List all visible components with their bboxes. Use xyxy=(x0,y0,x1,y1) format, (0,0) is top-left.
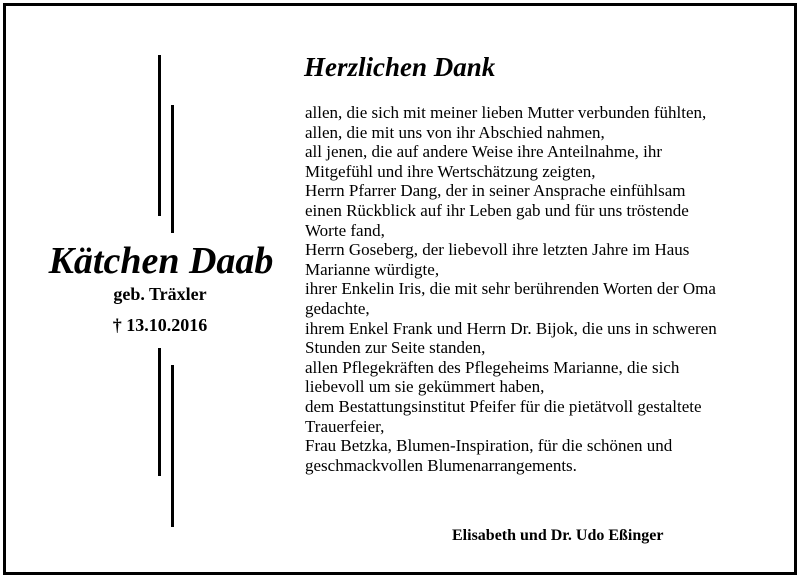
text-line: Frau Betzka, Blumen-Inspiration, für die schönen und xyxy=(305,436,673,456)
thanks-text xyxy=(305,103,785,475)
text-line: Herrn Goseberg, der liebevoll ihre letzten Jahre im Haus xyxy=(305,240,690,260)
text-line: Worte fand, xyxy=(305,220,385,240)
text-line: Mitgefühl und ihre Wertschätzung zeigten, xyxy=(305,161,596,181)
decorative-line-top-left xyxy=(158,55,161,216)
text-line: allen, die sich mit meiner lieben Mutter verbunden fühlten, xyxy=(305,103,707,122)
text-line: allen Pflegekräften des Pflegeheims Marianne, die sich xyxy=(305,357,680,377)
text-line: ihrer Enkelin Iris, die mit sehr berührenden Worten der Oma xyxy=(305,279,716,299)
decorative-line-bottom-right xyxy=(171,365,174,527)
text-line: Marianne würdigte, xyxy=(305,259,440,279)
text-line: liebevoll um sie gekümmert haben, xyxy=(305,377,545,397)
decorative-line-top-right xyxy=(171,105,174,233)
text-line: Herrn Pfarrer Dang, der in seiner Ansprache einfühlsam xyxy=(305,181,686,201)
death-date: † 13.10.2016 xyxy=(112,315,208,335)
text-line: Trauerfeier, xyxy=(305,416,385,436)
thanks-heading: Herzlichen Dank xyxy=(304,52,496,82)
text-line: ihrem Enkel Frank und Herrn Dr. Bijok, die uns in schweren xyxy=(305,318,717,338)
deceased-name: Kätchen Daab xyxy=(48,240,274,282)
text-line: geschmackvollen Blumenarrangements. xyxy=(305,455,577,475)
text-line: all jenen, die auf andere Weise ihre Anteilnahme, ihr xyxy=(305,142,663,162)
text-line: Stunden zur Seite standen, xyxy=(305,338,486,358)
text-line: gedachte, xyxy=(305,298,370,318)
decorative-line-bottom-left xyxy=(158,348,161,476)
signature: Elisabeth und Dr. Udo Eßinger xyxy=(452,527,664,544)
birth-name: geb. Träxler xyxy=(113,284,207,304)
text-line: allen, die mit uns von ihr Abschied nahmen, xyxy=(305,122,605,142)
text-line: dem Bestattungsinstitut Pfeifer für die pietätvoll gestaltete xyxy=(305,396,702,416)
text-line: einen Rückblick auf ihr Leben gab und für uns tröstende xyxy=(305,200,689,220)
